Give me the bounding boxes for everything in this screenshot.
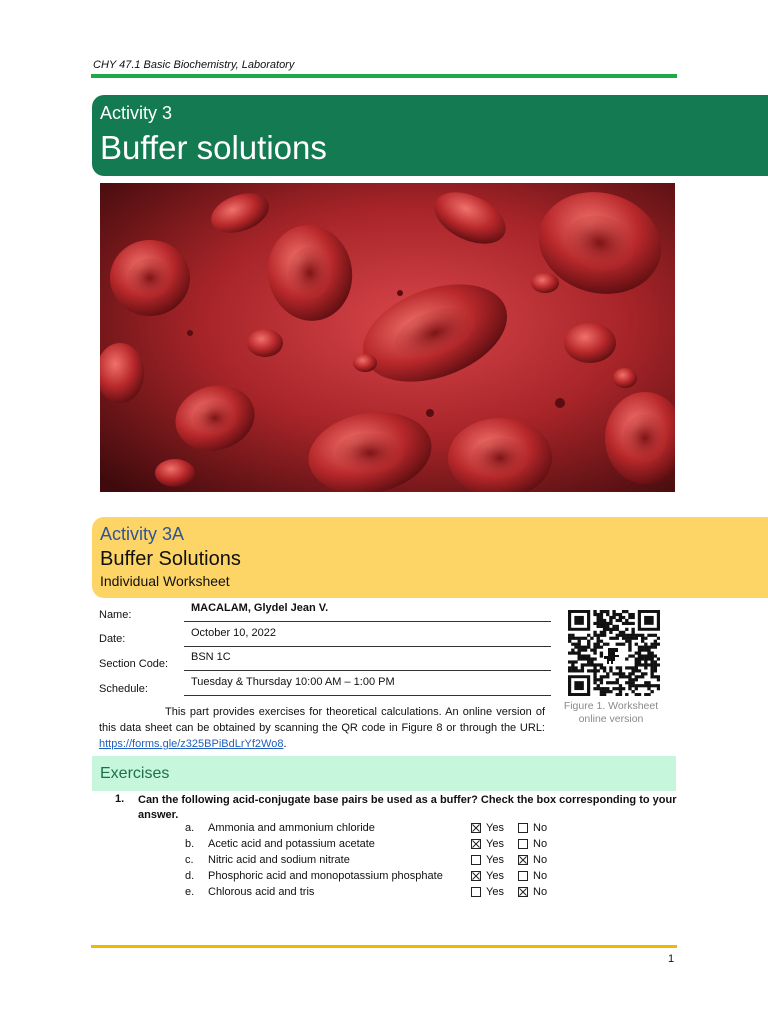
red-blood-cells-image — [100, 183, 675, 492]
no-checkbox[interactable] — [518, 823, 528, 833]
no-label: No — [533, 870, 548, 882]
activity-number: Activity 3 — [100, 103, 173, 123]
name-label: Name: — [99, 609, 132, 621]
option-letter: a. — [185, 822, 195, 834]
yes-label: Yes — [486, 854, 504, 866]
subactivity-number: Activity 3A — [100, 524, 185, 544]
yes-label: Yes — [486, 886, 504, 898]
intro-after: . — [283, 738, 287, 750]
schedule-field[interactable]: Tuesday & Thursday 10:00 AM – 1:00 PM — [184, 676, 551, 696]
yes-checkbox[interactable] — [471, 839, 481, 849]
option-row — [0, 870, 768, 886]
exercises-heading: Exercises — [100, 765, 170, 782]
option-text: Phosphoric acid and monopotassium phosphate — [208, 870, 443, 882]
yes-checkbox[interactable] — [471, 855, 481, 865]
yes-checkbox[interactable] — [471, 823, 481, 833]
question-number: 1. — [115, 793, 125, 805]
section-code-label: Section Code: — [99, 658, 169, 670]
yes-checkbox[interactable] — [471, 871, 481, 881]
name-field[interactable]: MACALAM, Glydel Jean V. — [184, 602, 551, 622]
yes-label: Yes — [486, 870, 504, 882]
no-checkbox[interactable] — [518, 871, 528, 881]
option-row — [0, 838, 768, 854]
yes-label: Yes — [486, 822, 504, 834]
qr-code-icon[interactable] — [568, 610, 660, 696]
no-label: No — [533, 854, 548, 866]
option-row — [0, 886, 768, 902]
option-letter: e. — [185, 886, 195, 898]
no-label: No — [533, 838, 548, 850]
activity-title: Buffer solutions — [100, 129, 327, 166]
no-label: No — [533, 886, 548, 898]
header-rule — [91, 74, 677, 78]
figure-caption: Figure 1. Worksheet online version — [563, 700, 659, 725]
question-text: Can the following acid-conjugate base pairs be used as a buffer? Check the box corresponding to your answer. — [138, 794, 677, 821]
intro-text: This part provides exercises for theoretical calculations. An online version of this data sheet can be obtained by scanning the QR code in Figure 8 or through the URL: — [99, 706, 545, 734]
option-text: Chlorous acid and tris — [208, 886, 315, 898]
option-text: Acetic acid and potassium acetate — [208, 838, 375, 850]
schedule-label: Schedule: — [99, 683, 148, 695]
date-label: Date: — [99, 633, 126, 645]
option-letter: c. — [185, 854, 194, 866]
subactivity-subtitle: Individual Worksheet — [100, 573, 230, 589]
worksheet-url-link[interactable]: https://forms.gle/z325BPiBdLrYf2Wo8 — [99, 738, 284, 750]
section-code-field[interactable]: BSN 1C — [184, 651, 551, 671]
date-field[interactable]: October 10, 2022 — [184, 627, 551, 647]
no-checkbox[interactable] — [518, 855, 528, 865]
yes-label: Yes — [486, 838, 504, 850]
option-text: Nitric acid and sodium nitrate — [208, 854, 350, 866]
no-checkbox[interactable] — [518, 839, 528, 849]
option-row — [0, 822, 768, 838]
page-number: 1 — [668, 953, 675, 965]
yes-checkbox[interactable] — [471, 887, 481, 897]
option-text: Ammonia and ammonium chloride — [208, 822, 375, 834]
intro-paragraph — [99, 704, 545, 752]
subactivity-banner — [92, 517, 768, 598]
course-header: CHY 47.1 Basic Biochemistry, Laboratory — [93, 59, 295, 71]
activity-banner — [92, 95, 768, 176]
footer-rule — [91, 945, 677, 948]
option-row — [0, 854, 768, 870]
subactivity-title: Buffer Solutions — [100, 548, 241, 570]
option-letter: d. — [185, 870, 195, 882]
no-checkbox[interactable] — [518, 887, 528, 897]
exercises-heading-bar — [92, 756, 676, 791]
option-letter: b. — [185, 838, 195, 850]
no-label: No — [533, 822, 548, 834]
